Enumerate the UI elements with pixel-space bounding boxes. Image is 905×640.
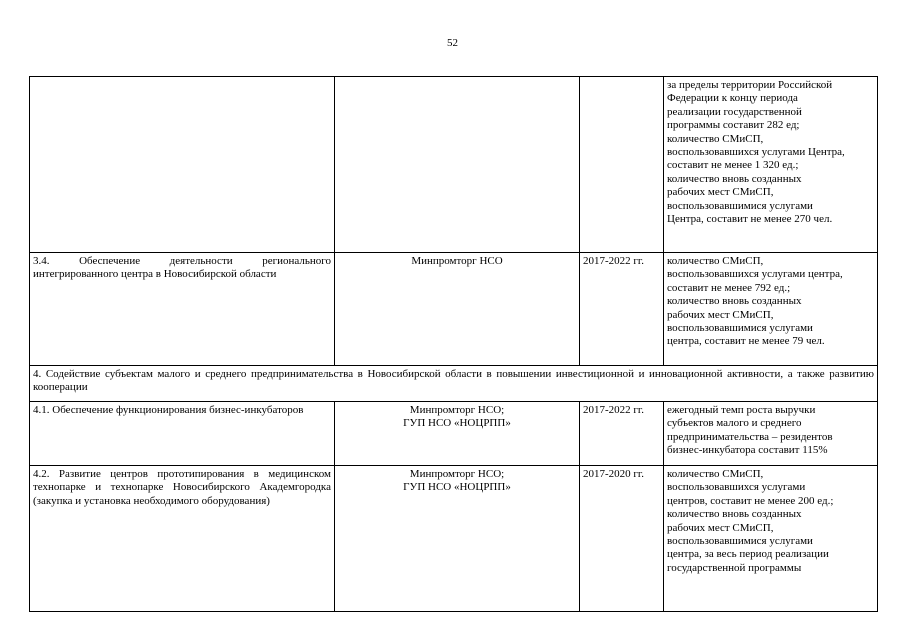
result-line: воспользовавшимися услугами	[667, 199, 813, 212]
result-line: предпринимательства – резидентов	[667, 430, 833, 443]
result-line: государственной программы	[667, 561, 802, 574]
section-heading-cell: 4. Содействие субъектам малого и среднего предпринимательства в Новосибирской области в повышении инвестиционной и инновационной активности, а также развитию кооперации	[30, 366, 878, 402]
program-measures-table	[29, 76, 878, 612]
result-line: Центра, составит не менее 270 чел.	[667, 213, 833, 226]
period-cell: 2017-2020 гг.	[580, 466, 664, 612]
result-line: рабочих мест СМиСП,	[667, 308, 774, 321]
result-line: программы составит 282 ед;	[667, 119, 800, 132]
table-row-continuation	[30, 77, 878, 253]
result-cell	[664, 253, 878, 366]
result-cell	[664, 402, 878, 466]
result-line: составит не менее 792 ед.;	[667, 281, 791, 294]
measure-cell: 3.4. Обеспечение деятельности регионального интегрированного центра в Новосибирской области	[30, 253, 335, 366]
result-line: количество СМиСП,	[667, 132, 764, 145]
measure-cell	[30, 77, 335, 253]
executor-line: ГУП НСО «НОЦРПП»	[403, 481, 511, 494]
result-line: бизнес-инкубатора составит 115%	[667, 444, 828, 457]
executor-line: Минпромторг НСО	[411, 255, 503, 267]
result-line: количество вновь созданных	[667, 508, 802, 521]
executor-cell	[335, 402, 580, 466]
result-line: ежегодный темп роста выручки	[667, 404, 816, 416]
result-line: Федерации к концу периода	[667, 92, 798, 105]
result-cell	[664, 77, 878, 253]
result-line: воспользовавшихся услугами Центра,	[667, 146, 845, 159]
result-line: рабочих мест СМиСП,	[667, 186, 774, 199]
result-line: количество вновь созданных	[667, 172, 802, 185]
result-line: центров, составит не менее 200 ед.;	[667, 494, 834, 507]
executor-cell	[335, 77, 580, 253]
table-row-3-4	[30, 253, 878, 366]
executor-line: ГУП НСО «НОЦРПП»	[403, 417, 511, 430]
result-line: воспользовавшихся услугами	[667, 481, 806, 494]
period-cell: 2017-2022 гг.	[580, 402, 664, 466]
page-number: 52	[447, 37, 458, 49]
result-line: воспользовавшимися услугами	[667, 322, 813, 335]
executor-cell	[335, 253, 580, 366]
result-line: центра, составит не менее 79 чел.	[667, 335, 825, 348]
result-cell	[664, 466, 878, 612]
result-line: количество СМиСП,	[667, 255, 764, 267]
result-line: субъектов малого и среднего	[667, 417, 802, 430]
result-line: количество СМиСП,	[667, 468, 764, 480]
table-row-section-4	[30, 366, 878, 402]
table-row-4-2	[30, 466, 878, 612]
result-line: количество вновь созданных	[667, 295, 802, 308]
result-line: центра, за весь период реализации	[667, 548, 829, 561]
table-row-4-1	[30, 402, 878, 466]
executor-cell	[335, 466, 580, 612]
measure-cell: 4.2. Развитие центров прототипирования в медицинском технопарке и технопарке Новосибирского Академгородка (закупка и установка необходимого оборудования)	[30, 466, 335, 612]
result-line: составит не менее 1 320 ед.;	[667, 159, 799, 172]
period-cell: 2017-2022 гг.	[580, 253, 664, 366]
result-line: воспользовавшихся услугами центра,	[667, 268, 843, 281]
result-line: воспользовавшимися услугами	[667, 535, 813, 548]
result-line: рабочих мест СМиСП,	[667, 521, 774, 534]
executor-line: Минпромторг НСО;	[409, 404, 505, 416]
period-cell	[580, 77, 664, 253]
executor-line: Минпромторг НСО;	[409, 468, 505, 480]
result-line: реализации государственной	[667, 105, 802, 118]
result-line: за пределы территории Российской	[667, 79, 833, 91]
measure-cell: 4.1. Обеспечение функционирования бизнес-инкубаторов	[30, 402, 335, 466]
